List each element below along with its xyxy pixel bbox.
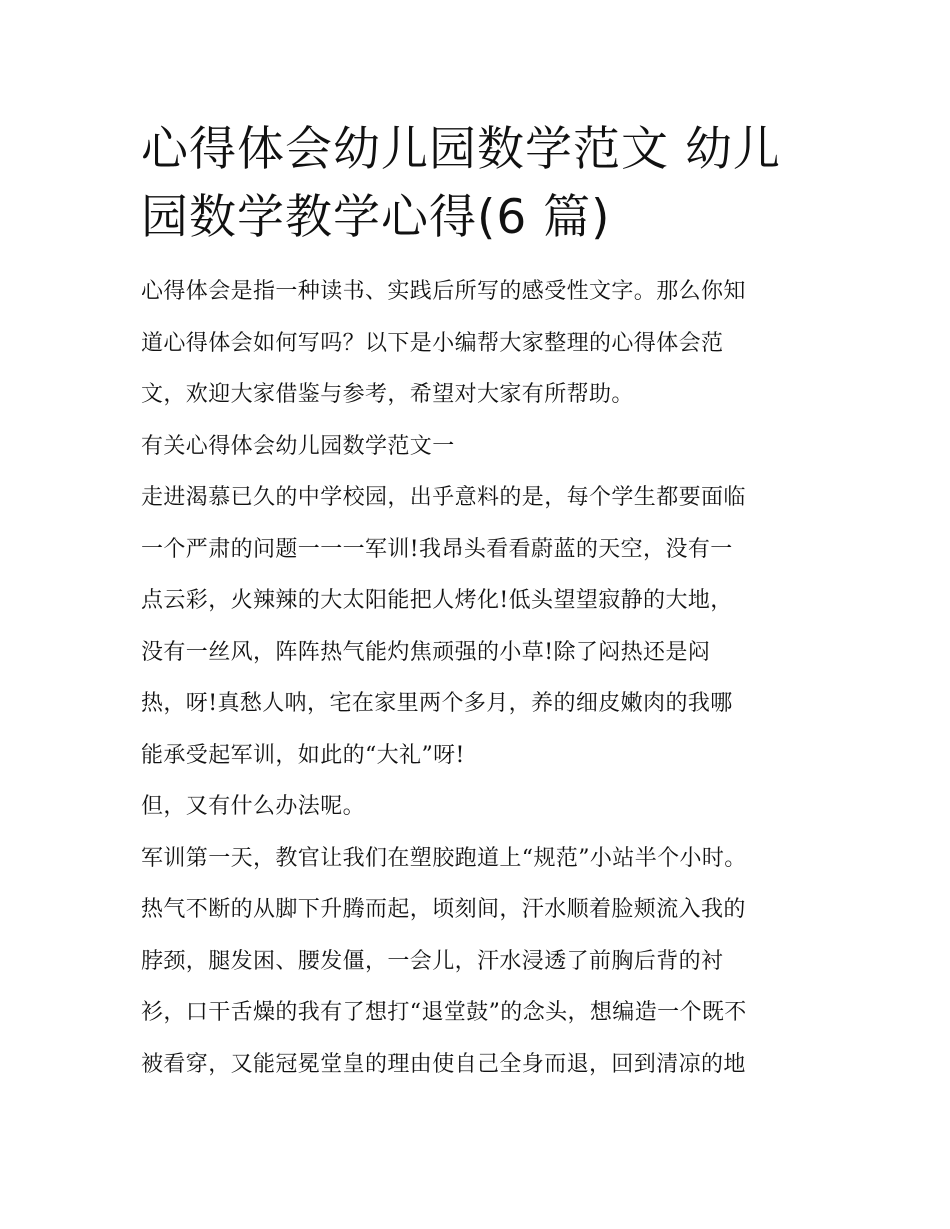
text-line-6: 一个严肃的问题一一一军训!我昂头看看蔚蓝的天空，没有一 [141,536,733,562]
text-line-13: 热气不断的从脚下升腾而起，顷刻间，汗水顺着脸颊流入我的 [141,897,746,922]
text-line-10: 能承受起军训，如此的“大礼”呀! [141,742,465,768]
text-line-2: 道心得体会如何写吗？以下是小编帮大家整理的心得体会范 [141,330,724,356]
document-content [141,116,821,1090]
text-line-12: 军训第一天，教官让我们在塑胶跑道上“规范”小站半个小时。 [141,845,747,871]
text-line-5: 走进渴慕已久的中学校园，出乎意料的是，每个学生都要面临 [141,485,746,510]
document-title [141,116,821,252]
text-line-11: 但，又有什么办法呢。 [141,794,366,819]
text-line-15: 衫，口干舌燥的我有了想打“退堂鼓”的念头，想编造一个既不 [141,1000,747,1025]
title-line-1: 心得体会幼儿园数学范文 幼儿 [141,122,781,177]
text-line-3: 文，欢迎大家借鉴与参考，希望对大家有所帮助。 [141,382,634,407]
section-heading: 有关心得体会幼儿园数学范文一 [141,433,455,459]
text-line-9: 热，呀!真愁人呐，宅在家里两个多月，养的细皮嫩肉的我哪 [141,691,733,716]
document-body [141,266,821,1090]
text-line-16: 被看穿，又能冠冕堂皇的理由使自己全身而退，回到清凉的地 [141,1051,746,1077]
text-line-8: 没有一丝风，阵阵热气能灼焦顽强的小草!除了闷热还是闷 [141,639,711,665]
title-line-2: 园数学教学心得(6 篇) [141,190,611,245]
text-line-1: 心得体会是指一种读书、实践后所写的感受性文字。那么你知 [141,279,746,304]
text-line-14: 脖颈，腿发困、腰发僵，一会儿，汗水浸透了前胸后背的衬 [141,948,724,974]
text-line-7: 点云彩，火辣辣的大太阳能把人烤化!低头望望寂静的大地， [141,588,733,613]
